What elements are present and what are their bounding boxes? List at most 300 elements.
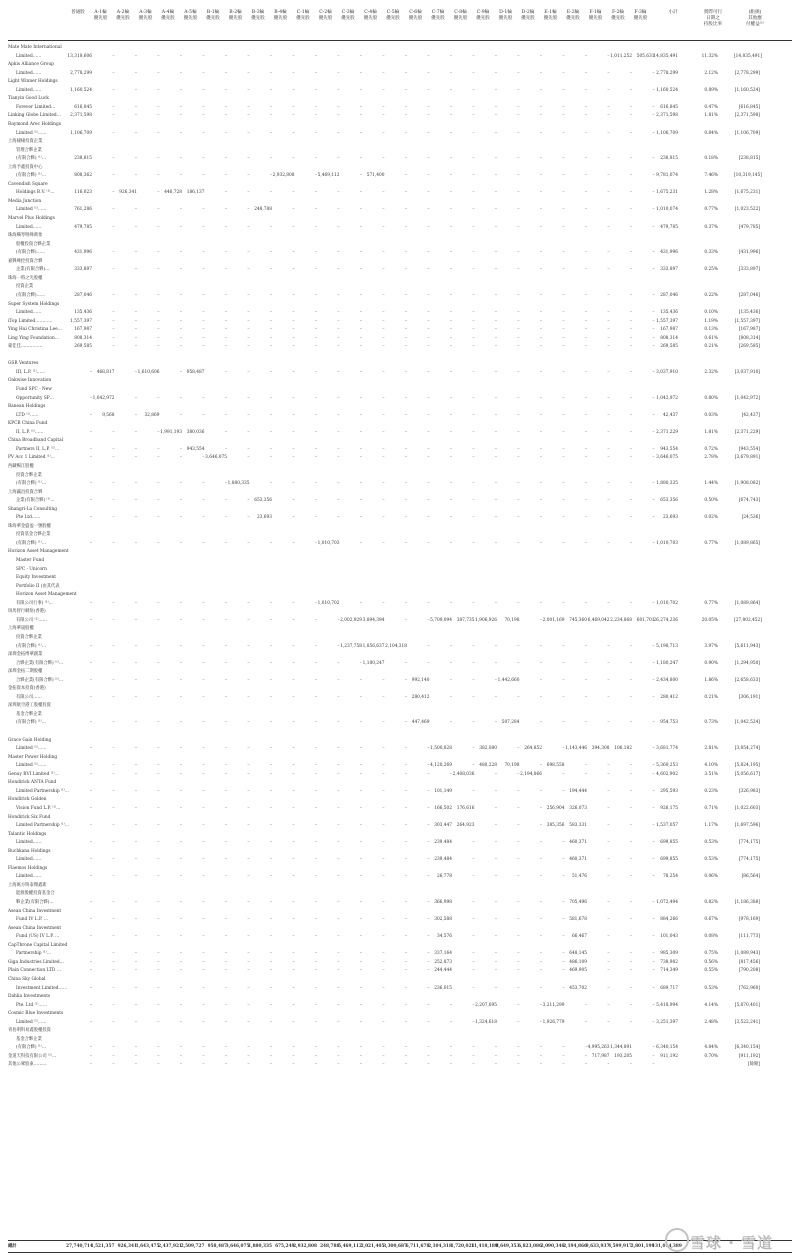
empty-cell-dash: – <box>247 951 250 957</box>
empty-cell-dash: – <box>449 173 452 179</box>
shareholder-name: (有限合夥) ⁽¹⁾… <box>16 481 47 487</box>
empty-cell-dash: – <box>652 224 655 230</box>
empty-cell-dash: – <box>314 951 317 957</box>
table-cell: 431,996 <box>660 250 678 256</box>
empty-cell-dash: – <box>337 951 340 957</box>
table-cell: 269,585 <box>660 344 678 350</box>
empty-cell-dash: – <box>247 720 250 726</box>
empty-cell-dash: – <box>179 130 182 136</box>
empty-cell-dash: – <box>494 720 497 726</box>
empty-cell-dash: – <box>404 190 407 196</box>
table-cell: 0.06% <box>704 874 718 880</box>
table-cell: 3,646,075 <box>205 455 227 461</box>
column-header: A-1輪 優先股 <box>93 10 108 21</box>
empty-cell-dash: – <box>472 327 475 333</box>
empty-cell-dash: – <box>224 173 227 179</box>
empty-cell-dash: – <box>314 934 317 940</box>
empty-cell-dash: – <box>337 1019 340 1025</box>
empty-cell-dash: – <box>112 1002 115 1008</box>
empty-cell-dash: – <box>404 113 407 119</box>
empty-cell-dash: – <box>629 250 632 256</box>
column-header: E-1輪 優先股 <box>543 10 558 21</box>
empty-cell-dash: – <box>427 344 430 350</box>
empty-cell-dash: – <box>292 694 295 700</box>
empty-cell-dash: – <box>314 677 317 683</box>
empty-cell-dash: – <box>202 412 205 418</box>
empty-cell-dash: – <box>269 823 272 829</box>
table-row <box>8 711 792 718</box>
empty-cell-dash: – <box>179 540 182 546</box>
table-row <box>8 241 792 248</box>
empty-cell-dash: – <box>517 173 520 179</box>
watermark: 雪球 · 雪道 <box>690 1234 774 1252</box>
empty-cell-dash: – <box>427 643 430 649</box>
empty-cell-dash: – <box>337 874 340 880</box>
empty-cell-dash: – <box>337 481 340 487</box>
table-cell: 1,042,972 <box>92 395 115 401</box>
empty-cell-dash: – <box>517 104 520 110</box>
shareholder-name: GSR Ventures <box>8 361 39 367</box>
table-cell: 194,444 <box>569 788 587 794</box>
empty-cell-dash: – <box>134 207 137 213</box>
empty-cell-dash: – <box>269 1019 272 1025</box>
empty-cell-dash: – <box>404 823 407 829</box>
table-row <box>8 839 792 846</box>
empty-cell-dash: – <box>337 694 340 700</box>
empty-cell-dash: – <box>247 934 250 940</box>
table-cell: 0.73% <box>704 720 718 726</box>
empty-cell-dash: – <box>359 310 362 316</box>
empty-cell-dash: – <box>404 1062 407 1068</box>
table-row <box>8 916 792 923</box>
empty-cell-dash: – <box>134 327 137 333</box>
empty-cell-dash: – <box>292 335 295 341</box>
empty-cell-dash: – <box>652 1019 655 1025</box>
table-cell: [911,192] <box>738 1053 760 1059</box>
empty-cell-dash: – <box>224 1019 227 1025</box>
empty-cell-dash: – <box>247 771 250 777</box>
empty-cell-dash: – <box>494 156 497 162</box>
empty-cell-dash: – <box>314 660 317 666</box>
shareholder-name: (有限合夥) ⁽¹⁾… <box>16 156 47 162</box>
empty-cell-dash: – <box>292 395 295 401</box>
empty-cell-dash: – <box>337 763 340 769</box>
table-cell: 337,164 <box>434 951 452 957</box>
empty-cell-dash: – <box>112 207 115 213</box>
empty-cell-dash: – <box>134 429 137 435</box>
empty-cell-dash: – <box>629 310 632 316</box>
empty-cell-dash: – <box>539 934 542 940</box>
empty-cell-dash: – <box>179 113 182 119</box>
empty-cell-dash: – <box>517 250 520 256</box>
table-cell: [306,191] <box>738 694 760 700</box>
empty-cell-dash: – <box>292 190 295 196</box>
empty-cell-dash: – <box>292 959 295 965</box>
empty-cell-dash: – <box>314 173 317 179</box>
empty-cell-dash: – <box>472 310 475 316</box>
table-cell: 675,249 <box>275 1244 295 1249</box>
empty-cell-dash: – <box>404 515 407 521</box>
empty-cell-dash: – <box>427 788 430 794</box>
empty-cell-dash: – <box>292 720 295 726</box>
shareholder-name: Limited…… <box>16 840 42 846</box>
empty-cell-dash: – <box>629 113 632 119</box>
empty-cell-dash: – <box>337 643 340 649</box>
empty-cell-dash: – <box>629 643 632 649</box>
empty-cell-dash: – <box>247 395 250 401</box>
shareholder-name: Opportunity SP… <box>16 395 54 401</box>
empty-cell-dash: – <box>494 429 497 435</box>
empty-cell-dash: – <box>359 156 362 162</box>
empty-cell-dash: – <box>134 344 137 350</box>
table-cell: 3,646,075 <box>656 455 678 461</box>
empty-cell-dash: – <box>337 857 340 863</box>
table-cell: 78,254 <box>662 874 678 880</box>
empty-cell-dash: – <box>629 327 632 333</box>
empty-cell-dash: – <box>247 104 250 110</box>
empty-cell-dash: – <box>494 1053 497 1059</box>
empty-cell-dash: – <box>359 87 362 93</box>
empty-cell-dash: – <box>517 900 520 905</box>
empty-cell-dash: – <box>404 173 407 179</box>
empty-cell-dash: – <box>494 515 497 521</box>
table-cell: 238,815 <box>74 156 92 162</box>
empty-cell-dash: – <box>449 1062 452 1068</box>
empty-cell-dash: – <box>224 104 227 110</box>
empty-cell-dash: – <box>517 335 520 341</box>
table-row <box>8 446 792 453</box>
table-cell: 1,880,335 <box>248 1244 272 1249</box>
empty-cell-dash: – <box>134 771 137 777</box>
empty-cell-dash: – <box>652 643 655 649</box>
empty-cell-dash: – <box>314 515 317 521</box>
table-cell: [5,056,617] <box>734 771 760 777</box>
empty-cell-dash: – <box>539 720 542 726</box>
empty-cell-dash: – <box>157 720 160 726</box>
table-cell: 738,982 <box>660 959 678 965</box>
shareholder-name: 投資基金合夥企業 <box>16 532 51 538</box>
empty-cell-dash: – <box>179 481 182 487</box>
empty-cell-dash: – <box>337 224 340 230</box>
empty-cell-dash: – <box>337 746 340 752</box>
empty-cell-dash: – <box>427 53 430 59</box>
empty-cell-dash: – <box>517 934 520 940</box>
empty-cell-dash: – <box>404 1053 407 1059</box>
empty-cell-dash: – <box>292 677 295 683</box>
empty-cell-dash: – <box>472 53 475 59</box>
empty-cell-dash: – <box>427 1062 430 1068</box>
empty-cell-dash: – <box>562 267 565 273</box>
empty-cell-dash: – <box>247 130 250 136</box>
empty-cell-dash: – <box>112 857 115 863</box>
empty-cell-dash: – <box>404 267 407 273</box>
empty-cell-dash: – <box>652 959 655 965</box>
empty-cell-dash: – <box>247 412 250 418</box>
empty-cell-dash: – <box>314 481 317 487</box>
empty-cell-dash: – <box>359 1019 362 1025</box>
table-cell: [3,037,910] <box>734 369 760 375</box>
empty-cell-dash: – <box>449 369 452 375</box>
empty-cell-dash: – <box>517 968 520 974</box>
empty-cell-dash: – <box>224 600 227 606</box>
empty-cell-dash: – <box>157 934 160 940</box>
table-row <box>8 403 792 410</box>
table-row <box>8 523 792 530</box>
empty-cell-dash: – <box>269 429 272 435</box>
empty-cell-dash: – <box>382 1002 385 1008</box>
empty-cell-dash: – <box>269 968 272 974</box>
table-cell: 5,709,094 <box>430 617 452 623</box>
empty-cell-dash: – <box>359 805 362 811</box>
table-cell: [2,778,299] <box>734 70 760 76</box>
shareholder-name: 金道天科技有限公司 ⁽¹⁾… <box>8 1053 57 1059</box>
empty-cell-dash: – <box>517 840 520 846</box>
table-row <box>8 412 792 419</box>
empty-cell-dash: – <box>652 267 655 273</box>
empty-cell-dash: – <box>179 327 182 333</box>
table-cell: 0.02% <box>704 515 718 521</box>
table-row <box>8 908 792 915</box>
empty-cell-dash: – <box>539 87 542 93</box>
table-row <box>8 805 792 812</box>
empty-cell-dash: – <box>427 156 430 162</box>
table-cell: 2,371,598 <box>656 113 678 119</box>
empty-cell-dash: – <box>539 498 542 504</box>
table-cell: 280,412 <box>411 694 430 700</box>
empty-cell-dash: – <box>652 874 655 880</box>
empty-cell-dash: – <box>157 173 160 179</box>
empty-cell-dash: – <box>494 823 497 829</box>
shareholder-name: 有限公司…… <box>16 694 42 700</box>
table-cell: [5,870,401] <box>734 1002 760 1008</box>
empty-cell-dash: – <box>494 327 497 333</box>
empty-cell-dash: – <box>472 429 475 435</box>
empty-cell-dash: – <box>359 874 362 880</box>
empty-cell-dash: – <box>584 267 587 273</box>
empty-cell-dash: – <box>292 600 295 606</box>
table-cell: [808,314] <box>738 335 760 341</box>
empty-cell-dash: – <box>629 805 632 811</box>
empty-cell-dash: – <box>337 412 340 418</box>
empty-cell-dash: – <box>652 70 655 76</box>
empty-cell-dash: – <box>517 455 520 461</box>
empty-cell-dash: – <box>269 173 272 179</box>
empty-cell-dash: – <box>134 130 137 136</box>
empty-cell-dash: – <box>134 600 137 606</box>
empty-cell-dash: – <box>607 224 610 230</box>
table-row <box>8 873 792 880</box>
shareholder-name: Limited ⁽¹⁾…… <box>16 130 47 136</box>
table-cell: [616,845] <box>738 104 760 110</box>
table-cell: [790,208] <box>738 968 760 974</box>
empty-cell-dash: – <box>404 763 407 769</box>
empty-cell-dash: – <box>224 1062 227 1068</box>
empty-cell-dash: – <box>584 446 587 452</box>
table-cell: [24,536] <box>741 515 760 521</box>
empty-cell-dash: – <box>202 917 205 923</box>
shareholder-name: Investment Limited…… <box>16 985 68 991</box>
shareholder-name: 珠海橫琴明峰萬象 <box>8 233 43 239</box>
empty-cell-dash: – <box>89 600 92 606</box>
table-cell: 2,932,808 <box>272 173 295 179</box>
column-header: D-1輪 優先股 <box>498 10 513 21</box>
empty-cell-dash: – <box>247 156 250 162</box>
empty-cell-dash: – <box>359 900 362 905</box>
empty-cell-dash: – <box>472 156 475 162</box>
shareholder-name: Fund (US) IV L.P. … <box>16 934 60 940</box>
empty-cell-dash: – <box>539 515 542 521</box>
empty-cell-dash: – <box>652 900 655 905</box>
empty-cell-dash: – <box>607 1062 610 1068</box>
table-cell: 252,873 <box>434 959 452 965</box>
empty-cell-dash: – <box>292 746 295 752</box>
empty-cell-dash: – <box>539 412 542 418</box>
empty-cell-dash: – <box>337 429 340 435</box>
empty-cell-dash: – <box>607 412 610 418</box>
table-row <box>8 608 792 615</box>
table-cell: 4,120,269 <box>430 763 452 769</box>
empty-cell-dash: – <box>314 540 317 546</box>
table-cell: 9,781,074 <box>656 173 678 179</box>
empty-cell-dash: – <box>157 694 160 700</box>
empty-cell-dash: – <box>112 53 115 59</box>
table-row <box>8 583 792 590</box>
empty-cell-dash: – <box>292 917 295 923</box>
table-row <box>8 728 792 735</box>
empty-cell-dash: – <box>292 344 295 350</box>
empty-cell-dash: – <box>427 310 430 316</box>
empty-cell-dash: – <box>359 173 362 179</box>
empty-cell-dash: – <box>314 968 317 974</box>
table-row <box>8 856 792 863</box>
empty-cell-dash: – <box>269 87 272 93</box>
empty-cell-dash: – <box>179 207 182 213</box>
empty-cell-dash: – <box>517 190 520 196</box>
empty-cell-dash: – <box>472 498 475 504</box>
empty-cell-dash: – <box>472 857 475 863</box>
column-header: F-2輪 優先股 <box>611 10 625 21</box>
empty-cell-dash: – <box>472 694 475 700</box>
empty-cell-dash: – <box>202 344 205 350</box>
empty-cell-dash: – <box>179 763 182 769</box>
empty-cell-dash: – <box>179 934 182 940</box>
empty-cell-dash: – <box>562 857 565 863</box>
table-cell: 1,856,637 <box>362 643 385 649</box>
empty-cell-dash: – <box>517 113 520 119</box>
empty-cell-dash: – <box>404 660 407 666</box>
table-cell: 1.44% <box>704 481 718 487</box>
empty-cell-dash: – <box>449 455 452 461</box>
empty-cell-dash: – <box>112 446 115 452</box>
empty-cell-dash: – <box>157 857 160 863</box>
shareholder-name: 上海華晟股權 <box>8 626 34 632</box>
shareholder-name: (有限合夥) ⁽¹⁾… <box>16 720 47 726</box>
empty-cell-dash: – <box>292 1019 295 1025</box>
shareholder-name: Holdings B.V. ⁽¹⁾… <box>16 190 55 196</box>
table-cell: 387,735 <box>456 617 475 623</box>
empty-cell-dash: – <box>427 207 430 213</box>
empty-cell-dash: – <box>494 917 497 923</box>
empty-cell-dash: – <box>517 267 520 273</box>
empty-cell-dash: – <box>449 113 452 119</box>
table-row <box>8 155 792 162</box>
empty-cell-dash: – <box>89 720 92 726</box>
empty-cell-dash: – <box>449 515 452 521</box>
empty-cell-dash: – <box>539 173 542 179</box>
empty-cell-dash: – <box>112 498 115 504</box>
empty-cell-dash: – <box>224 694 227 700</box>
table-cell: 2,437,921 <box>158 1244 182 1249</box>
empty-cell-dash: – <box>652 130 655 136</box>
empty-cell-dash: – <box>584 677 587 683</box>
empty-cell-dash: – <box>224 874 227 880</box>
table-cell: 264,852 <box>524 746 542 752</box>
empty-cell-dash: – <box>134 369 137 375</box>
table-row <box>8 44 792 51</box>
shareholder-name: 企業(有限合夥)… <box>16 267 50 273</box>
column-header: C-3輪 優先股 <box>341 10 355 21</box>
empty-cell-dash: – <box>382 446 385 452</box>
empty-cell-dash: – <box>202 87 205 93</box>
empty-cell-dash: – <box>314 369 317 375</box>
table-cell: 2,104,318 <box>428 1244 452 1249</box>
empty-cell-dash: – <box>247 694 250 700</box>
empty-cell-dash: – <box>292 267 295 273</box>
table-cell: 2.78% <box>704 455 718 461</box>
empty-cell-dash: – <box>292 643 295 649</box>
empty-cell-dash: – <box>314 292 317 298</box>
empty-cell-dash: – <box>652 395 655 401</box>
table-cell: 287,046 <box>74 292 92 298</box>
empty-cell-dash: – <box>202 481 205 487</box>
empty-cell-dash: – <box>89 412 92 418</box>
empty-cell-dash: – <box>562 1045 565 1051</box>
empty-cell-dash: – <box>539 805 542 811</box>
empty-cell-dash: – <box>89 763 92 769</box>
empty-cell-dash: – <box>607 481 610 487</box>
empty-cell-dash: – <box>292 369 295 375</box>
empty-cell-dash: – <box>202 985 205 991</box>
empty-cell-dash: – <box>449 694 452 700</box>
empty-cell-dash: – <box>157 1062 160 1068</box>
empty-cell-dash: – <box>607 156 610 162</box>
shareholder-name: 夥企業(有限合夥)… <box>16 900 54 905</box>
empty-cell-dash: – <box>247 805 250 811</box>
shareholder-name: 上海予鑫投資中心 <box>8 164 43 170</box>
empty-cell-dash: – <box>89 515 92 521</box>
empty-cell-dash: – <box>652 335 655 341</box>
empty-cell-dash: – <box>539 1062 542 1068</box>
empty-cell-dash: – <box>359 250 362 256</box>
empty-cell-dash: – <box>539 70 542 76</box>
empty-cell-dash: – <box>202 318 205 324</box>
empty-cell-dash: – <box>157 292 160 298</box>
empty-cell-dash: – <box>449 600 452 606</box>
empty-cell-dash: – <box>539 344 542 350</box>
empty-cell-dash: – <box>112 1019 115 1025</box>
empty-cell-dash: – <box>427 369 430 375</box>
column-header: 普通股 <box>71 10 85 15</box>
empty-cell-dash: – <box>112 455 115 461</box>
table-cell: 51,476 <box>571 874 587 880</box>
table-cell: 689,717 <box>660 985 678 991</box>
empty-cell-dash: – <box>157 540 160 546</box>
empty-cell-dash: – <box>314 763 317 769</box>
table-row <box>8 976 792 983</box>
table-row <box>8 1010 792 1017</box>
empty-cell-dash: – <box>134 1062 137 1068</box>
empty-cell-dash: – <box>269 746 272 752</box>
